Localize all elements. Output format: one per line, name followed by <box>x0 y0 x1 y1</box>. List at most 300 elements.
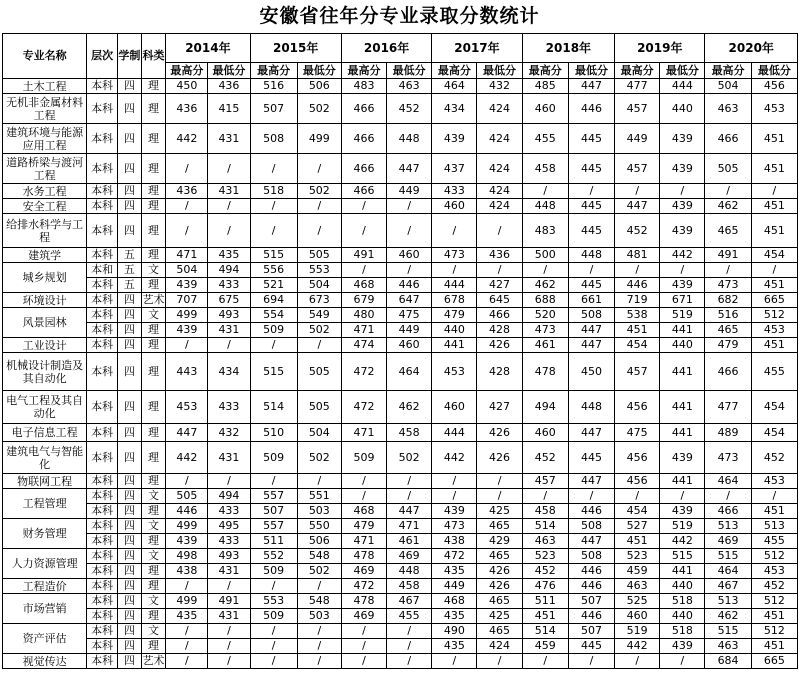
max-score-cell: / <box>341 654 386 669</box>
max-score-cell: 509 <box>341 442 386 474</box>
min-score-cell: 491 <box>208 594 250 609</box>
max-score-cell: 468 <box>432 594 477 609</box>
max-score-cell: 509 <box>250 609 297 624</box>
max-score-cell: 457 <box>615 94 660 124</box>
table-row <box>3 519 798 534</box>
min-score-cell: 436 <box>477 248 522 263</box>
header-min: 最低分 <box>751 63 797 79</box>
max-score-cell: 447 <box>166 424 208 442</box>
max-score-cell: 468 <box>341 278 386 293</box>
max-score-cell: 449 <box>615 124 660 154</box>
min-score-cell: 513 <box>751 519 797 534</box>
max-score-cell: 457 <box>615 154 660 184</box>
min-score-cell: 549 <box>297 308 341 323</box>
max-score-cell: 472 <box>341 579 386 594</box>
table-row <box>3 504 798 519</box>
header-year: 2020年 <box>705 34 798 63</box>
max-score-cell: 464 <box>432 79 477 94</box>
min-score-cell: 493 <box>208 549 250 564</box>
min-score-cell: 447 <box>568 323 614 338</box>
min-score-cell: 426 <box>477 442 522 474</box>
level-cell: 本科 <box>87 654 118 669</box>
level-cell: 本科 <box>87 579 118 594</box>
max-score-cell: 469 <box>705 534 751 549</box>
min-score-cell: 426 <box>477 424 522 442</box>
min-score-cell: / <box>297 338 341 353</box>
min-score-cell: 448 <box>568 248 614 263</box>
max-score-cell: 459 <box>522 639 568 654</box>
min-score-cell: 647 <box>387 293 432 308</box>
min-score-cell: 519 <box>660 519 705 534</box>
max-score-cell: 460 <box>432 391 477 424</box>
min-score-cell: 471 <box>387 519 432 534</box>
max-score-cell: 490 <box>432 624 477 639</box>
max-score-cell: 438 <box>432 534 477 549</box>
table-row <box>3 549 798 564</box>
max-score-cell: / <box>250 154 297 184</box>
min-score-cell: / <box>297 624 341 639</box>
duration-cell: 四 <box>118 489 142 504</box>
max-score-cell: / <box>522 654 568 669</box>
major-name-cell: 水务工程 <box>3 184 87 199</box>
max-score-cell: / <box>432 654 477 669</box>
max-score-cell: 478 <box>522 353 568 391</box>
max-score-cell: / <box>522 263 568 278</box>
max-score-cell: 466 <box>341 154 386 184</box>
duration-cell: 四 <box>118 474 142 489</box>
max-score-cell: 707 <box>166 293 208 308</box>
min-score-cell: 499 <box>297 124 341 154</box>
max-score-cell: 507 <box>250 94 297 124</box>
min-score-cell: 429 <box>477 534 522 549</box>
min-score-cell: 451 <box>751 124 797 154</box>
min-score-cell: 469 <box>387 549 432 564</box>
header-year: 2016年 <box>341 34 431 63</box>
min-score-cell: 675 <box>208 293 250 308</box>
level-cell: 本科 <box>87 391 118 424</box>
category-cell: 理 <box>141 184 166 199</box>
min-score-cell: 502 <box>387 442 432 474</box>
min-score-cell: 441 <box>660 564 705 579</box>
category-cell: 文 <box>141 549 166 564</box>
min-score-cell: 465 <box>477 594 522 609</box>
max-score-cell: / <box>166 474 208 489</box>
major-name-cell: 资产评估 <box>3 624 87 654</box>
major-name-cell: 财务管理 <box>3 519 87 549</box>
min-score-cell: 495 <box>208 519 250 534</box>
level-cell: 本科 <box>87 594 118 609</box>
min-score-cell: / <box>208 338 250 353</box>
level-cell: 本科 <box>87 489 118 504</box>
max-score-cell: / <box>341 489 386 504</box>
max-score-cell: 474 <box>341 338 386 353</box>
duration-cell: 四 <box>118 564 142 579</box>
max-score-cell: 471 <box>341 424 386 442</box>
max-score-cell: 483 <box>522 214 568 248</box>
max-score-cell: / <box>705 489 751 504</box>
min-score-cell: 551 <box>297 489 341 504</box>
max-score-cell: 443 <box>166 353 208 391</box>
max-score-cell: 448 <box>522 199 568 214</box>
min-score-cell: 512 <box>751 594 797 609</box>
max-score-cell: 463 <box>705 639 751 654</box>
max-score-cell: 442 <box>432 442 477 474</box>
max-score-cell: 552 <box>250 549 297 564</box>
header-min: 最低分 <box>387 63 432 79</box>
category-cell: 文 <box>141 519 166 534</box>
category-cell: 文 <box>141 624 166 639</box>
level-cell: 本科 <box>87 323 118 338</box>
score-table-body <box>3 79 798 669</box>
max-score-cell: 471 <box>166 248 208 263</box>
table-row <box>3 654 798 669</box>
min-score-cell: / <box>568 654 614 669</box>
min-score-cell: 432 <box>477 79 522 94</box>
duration-cell: 四 <box>118 534 142 549</box>
duration-cell: 四 <box>118 519 142 534</box>
table-row <box>3 263 798 278</box>
table-row <box>3 353 798 391</box>
max-score-cell: 500 <box>522 248 568 263</box>
min-score-cell: 442 <box>660 248 705 263</box>
min-score-cell: 447 <box>387 154 432 184</box>
max-score-cell: 453 <box>432 353 477 391</box>
duration-cell: 四 <box>118 124 142 154</box>
category-cell: 理 <box>141 323 166 338</box>
min-score-cell: / <box>660 263 705 278</box>
max-score-cell: 464 <box>705 474 751 489</box>
duration-cell: 四 <box>118 594 142 609</box>
min-score-cell: 508 <box>568 308 614 323</box>
max-score-cell: 449 <box>432 579 477 594</box>
duration-cell: 四 <box>118 579 142 594</box>
max-score-cell: / <box>250 654 297 669</box>
max-score-cell: 473 <box>432 248 477 263</box>
level-cell: 本科 <box>87 308 118 323</box>
max-score-cell: 454 <box>615 504 660 519</box>
duration-cell: 五 <box>118 263 142 278</box>
major-name-cell: 城乡规划 <box>3 263 87 293</box>
min-score-cell: 504 <box>297 278 341 293</box>
level-cell: 本科 <box>87 338 118 353</box>
max-score-cell: 465 <box>705 214 751 248</box>
category-cell: 理 <box>141 79 166 94</box>
major-name-cell: 建筑环境与能源应用工程 <box>3 124 87 154</box>
min-score-cell: 460 <box>387 338 432 353</box>
min-score-cell: 453 <box>751 323 797 338</box>
max-score-cell: / <box>166 639 208 654</box>
min-score-cell: 441 <box>660 391 705 424</box>
max-score-cell: 521 <box>250 278 297 293</box>
min-score-cell: 433 <box>208 391 250 424</box>
min-score-cell: 518 <box>660 594 705 609</box>
major-name-cell: 工业设计 <box>3 338 87 353</box>
max-score-cell: 479 <box>432 308 477 323</box>
min-score-cell: 445 <box>568 442 614 474</box>
max-score-cell: / <box>432 474 477 489</box>
major-name-cell: 工程造价 <box>3 579 87 594</box>
level-cell: 本科 <box>87 124 118 154</box>
table-row <box>3 338 798 353</box>
max-score-cell: 499 <box>166 308 208 323</box>
max-score-cell: 454 <box>615 338 660 353</box>
min-score-cell: 467 <box>387 594 432 609</box>
header-category: 科类 <box>141 34 166 79</box>
duration-cell: 四 <box>118 639 142 654</box>
table-row <box>3 442 798 474</box>
min-score-cell: 503 <box>297 504 341 519</box>
category-cell: 理 <box>141 474 166 489</box>
max-score-cell: 557 <box>250 519 297 534</box>
max-score-cell: / <box>250 338 297 353</box>
min-score-cell: 446 <box>568 504 614 519</box>
max-score-cell: 472 <box>341 391 386 424</box>
min-score-cell: 445 <box>568 199 614 214</box>
max-score-cell: 514 <box>522 519 568 534</box>
max-score-cell: / <box>250 474 297 489</box>
max-score-cell: 463 <box>522 534 568 549</box>
header-max: 最高分 <box>341 63 386 79</box>
duration-cell: 四 <box>118 199 142 214</box>
min-score-cell: / <box>387 489 432 504</box>
max-score-cell: 456 <box>615 442 660 474</box>
min-score-cell: 505 <box>297 353 341 391</box>
min-score-cell: 503 <box>297 609 341 624</box>
min-score-cell: 439 <box>660 504 705 519</box>
min-score-cell: 502 <box>297 442 341 474</box>
min-score-cell: 445 <box>568 278 614 293</box>
max-score-cell: 499 <box>166 594 208 609</box>
level-cell: 本科 <box>87 154 118 184</box>
min-score-cell: 439 <box>660 639 705 654</box>
score-table <box>2 33 798 669</box>
level-cell: 本科 <box>87 534 118 549</box>
min-score-cell: 442 <box>660 534 705 549</box>
min-score-cell: / <box>208 639 250 654</box>
min-score-cell: / <box>297 214 341 248</box>
min-score-cell: 455 <box>387 609 432 624</box>
max-score-cell: / <box>341 639 386 654</box>
max-score-cell: 471 <box>341 323 386 338</box>
table-row <box>3 199 798 214</box>
category-cell: 理 <box>141 442 166 474</box>
major-name-cell: 人力资源管理 <box>3 549 87 579</box>
table-row <box>3 579 798 594</box>
max-score-cell: 491 <box>341 248 386 263</box>
min-score-cell: 445 <box>568 214 614 248</box>
max-score-cell: 452 <box>522 564 568 579</box>
min-score-cell: / <box>208 624 250 639</box>
duration-cell: 四 <box>118 504 142 519</box>
table-row <box>3 248 798 263</box>
min-score-cell: 455 <box>751 353 797 391</box>
duration-cell: 四 <box>118 184 142 199</box>
header-max: 最高分 <box>615 63 660 79</box>
max-score-cell: 504 <box>166 263 208 278</box>
max-score-cell: 440 <box>432 323 477 338</box>
max-score-cell: / <box>166 579 208 594</box>
min-score-cell: 439 <box>660 124 705 154</box>
min-score-cell: 424 <box>477 94 522 124</box>
min-score-cell: 507 <box>568 594 614 609</box>
duration-cell: 四 <box>118 654 142 669</box>
max-score-cell: 499 <box>166 519 208 534</box>
max-score-cell: 688 <box>522 293 568 308</box>
min-score-cell: / <box>208 214 250 248</box>
max-score-cell: 452 <box>522 442 568 474</box>
max-score-cell: 507 <box>250 504 297 519</box>
category-cell: 理 <box>141 338 166 353</box>
header-year: 2019年 <box>615 34 705 63</box>
min-score-cell: / <box>208 199 250 214</box>
min-score-cell: 518 <box>660 624 705 639</box>
header-min: 最低分 <box>568 63 614 79</box>
duration-cell: 四 <box>118 624 142 639</box>
table-row <box>3 424 798 442</box>
header-max: 最高分 <box>166 63 208 79</box>
max-score-cell: 444 <box>432 278 477 293</box>
header-min: 最低分 <box>297 63 341 79</box>
level-cell: 本科 <box>87 519 118 534</box>
level-cell: 本科 <box>87 184 118 199</box>
min-score-cell: 441 <box>660 424 705 442</box>
min-score-cell: / <box>477 263 522 278</box>
max-score-cell: 475 <box>615 424 660 442</box>
max-score-cell: / <box>250 214 297 248</box>
min-score-cell: 446 <box>568 94 614 124</box>
table-row <box>3 79 798 94</box>
major-name-cell: 安全工程 <box>3 199 87 214</box>
max-score-cell: / <box>166 154 208 184</box>
max-score-cell: 511 <box>250 534 297 549</box>
max-score-cell: 504 <box>705 79 751 94</box>
min-score-cell: 645 <box>477 293 522 308</box>
max-score-cell: 436 <box>166 184 208 199</box>
duration-cell: 四 <box>118 94 142 124</box>
min-score-cell: 433 <box>208 534 250 549</box>
header-major: 专业名称 <box>3 34 87 79</box>
major-name-cell: 电气工程及其自动化 <box>3 391 87 424</box>
min-score-cell: 463 <box>387 79 432 94</box>
max-score-cell: 509 <box>250 323 297 338</box>
min-score-cell: 494 <box>208 263 250 278</box>
level-cell: 本科 <box>87 199 118 214</box>
header-max: 最高分 <box>705 63 751 79</box>
max-score-cell: / <box>615 489 660 504</box>
max-score-cell: 516 <box>250 79 297 94</box>
category-cell: 理 <box>141 639 166 654</box>
category-cell: 理 <box>141 214 166 248</box>
table-row <box>3 639 798 654</box>
min-score-cell: 451 <box>751 199 797 214</box>
min-score-cell: 441 <box>660 474 705 489</box>
max-score-cell: 436 <box>166 94 208 124</box>
max-score-cell: 450 <box>166 79 208 94</box>
max-score-cell: 719 <box>615 293 660 308</box>
level-cell: 本科 <box>87 504 118 519</box>
max-score-cell: 447 <box>615 199 660 214</box>
min-score-cell: / <box>297 474 341 489</box>
table-row <box>3 278 798 293</box>
max-score-cell: 557 <box>250 489 297 504</box>
table-row <box>3 184 798 199</box>
min-score-cell: 460 <box>387 248 432 263</box>
min-score-cell: / <box>477 214 522 248</box>
min-score-cell: 425 <box>477 609 522 624</box>
min-score-cell: 425 <box>477 504 522 519</box>
min-score-cell: 512 <box>751 308 797 323</box>
header-duration: 学制 <box>118 34 142 79</box>
min-score-cell: / <box>568 184 614 199</box>
max-score-cell: / <box>341 199 386 214</box>
category-cell: 艺术 <box>142 293 165 306</box>
min-score-cell: 424 <box>477 124 522 154</box>
min-score-cell: / <box>297 199 341 214</box>
max-score-cell: 466 <box>705 504 751 519</box>
min-score-cell: 446 <box>568 609 614 624</box>
header-max: 最高分 <box>432 63 477 79</box>
max-score-cell: 465 <box>705 323 751 338</box>
max-score-cell: 473 <box>522 323 568 338</box>
min-score-cell: 465 <box>477 624 522 639</box>
max-score-cell: 520 <box>522 308 568 323</box>
major-name-cell: 建筑电气与智能化 <box>3 442 87 474</box>
max-score-cell: 477 <box>705 391 751 424</box>
min-score-cell: 441 <box>660 323 705 338</box>
max-score-cell: 471 <box>341 534 386 549</box>
max-score-cell: 466 <box>705 124 751 154</box>
duration-cell: 四 <box>118 442 142 474</box>
level-cell: 本科 <box>87 79 118 94</box>
max-score-cell: / <box>432 263 477 278</box>
max-score-cell: 441 <box>432 338 477 353</box>
min-score-cell: / <box>477 474 522 489</box>
max-score-cell: / <box>705 263 751 278</box>
min-score-cell: 504 <box>297 424 341 442</box>
table-row <box>3 474 798 489</box>
max-score-cell: / <box>341 263 386 278</box>
min-score-cell: 446 <box>568 564 614 579</box>
min-score-cell: / <box>751 489 797 504</box>
min-score-cell: 466 <box>477 308 522 323</box>
max-score-cell: 515 <box>705 549 751 564</box>
max-score-cell: 510 <box>250 424 297 442</box>
category-cell: 理 <box>141 391 166 424</box>
max-score-cell: 439 <box>432 124 477 154</box>
max-score-cell: 460 <box>615 609 660 624</box>
level-cell: 本科 <box>87 564 118 579</box>
min-score-cell: 508 <box>568 549 614 564</box>
max-score-cell: / <box>166 338 208 353</box>
min-score-cell: 431 <box>208 442 250 474</box>
duration-cell: 四 <box>118 293 142 308</box>
table-row <box>3 214 798 248</box>
max-score-cell: / <box>341 214 386 248</box>
min-score-cell: / <box>387 654 432 669</box>
min-score-cell: 548 <box>297 594 341 609</box>
category-cell: 理 <box>141 248 166 263</box>
max-score-cell: 439 <box>166 534 208 549</box>
level-cell: 本科 <box>87 293 118 308</box>
max-score-cell: 694 <box>250 293 297 308</box>
max-score-cell: 478 <box>341 594 386 609</box>
min-score-cell: / <box>387 263 432 278</box>
min-score-cell: 440 <box>660 94 705 124</box>
min-score-cell: / <box>477 654 522 669</box>
header-min: 最低分 <box>477 63 522 79</box>
min-score-cell: 453 <box>751 564 797 579</box>
min-score-cell: 440 <box>660 609 705 624</box>
